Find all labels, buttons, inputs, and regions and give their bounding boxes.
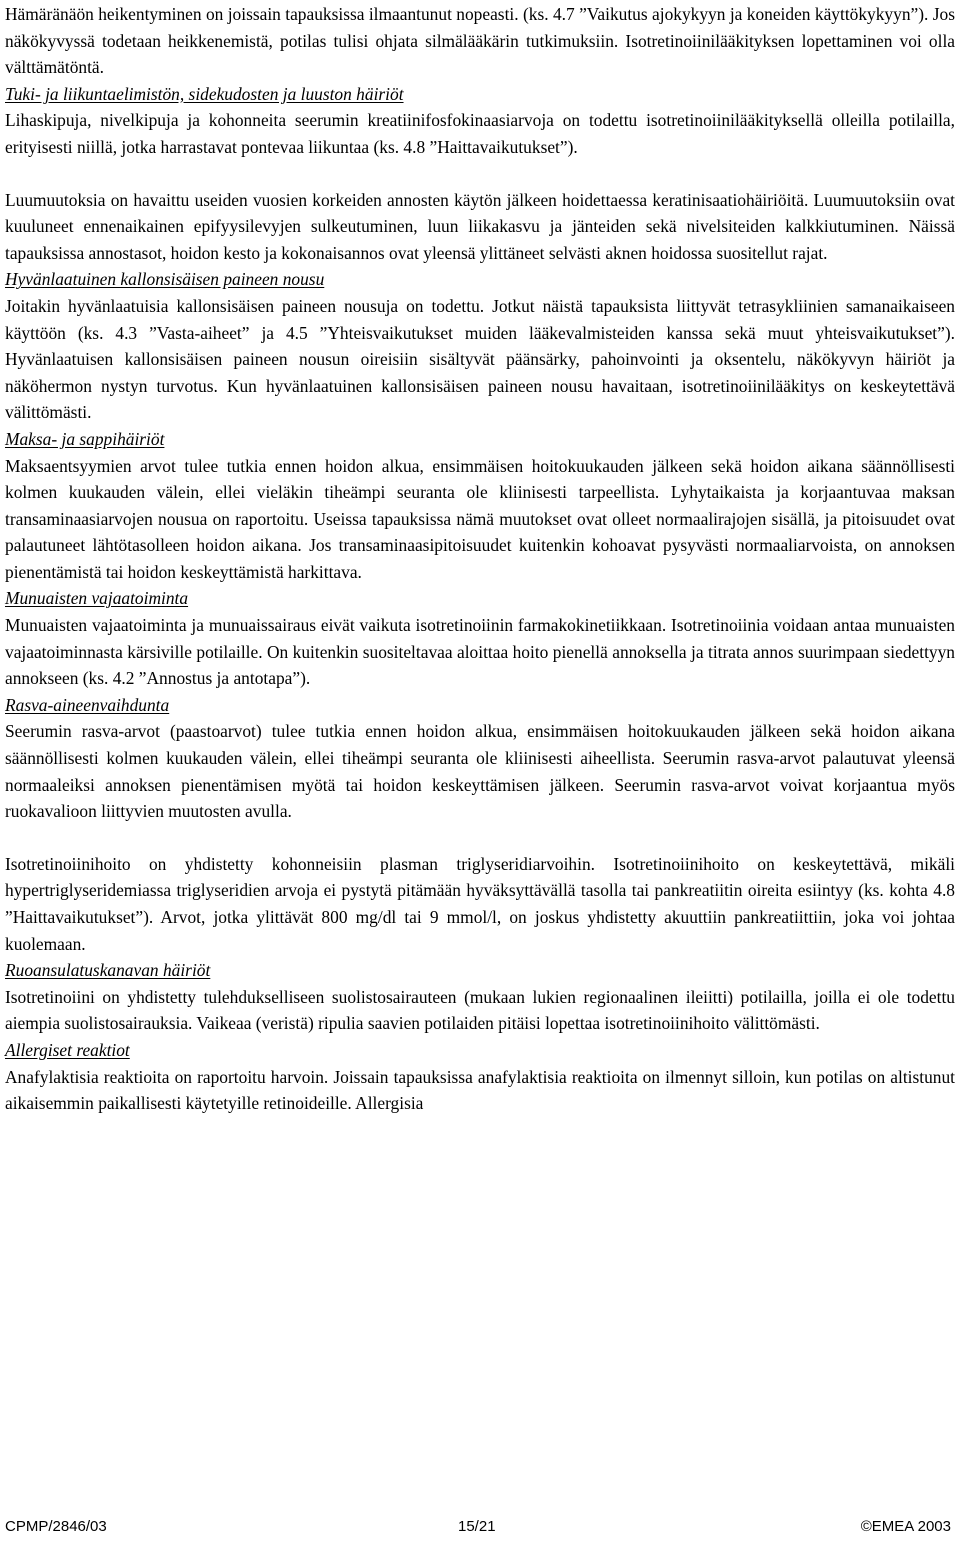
section-heading-gastrointestinal: Ruoansulatuskanavan häiriöt bbox=[5, 960, 211, 981]
paragraph-lipid-2: Isotretinoiinihoito on yhdistetty kohonneisiin plasman triglyseridiarvoihin. Isotretinoiinihoito on keskeytettävä, mikäli hypertriglyseridemiassa triglyseridien arvoja ei pystytä pitämään hyväksyttävällä tasolla tai pankreatiitin oireita esiintyy (ks. kohta 4.8 ”Haittavaikutukset”). Arvot, jotka ylittävät 800 mg/dl tai 9 mmol/l, on joskus yhdistetty akuuttiin pankreatiittiin, joka voi johtaa kuolemaan. bbox=[5, 853, 955, 954]
section-heading-lipid-metabolism: Rasva-aineenvaihdunta bbox=[5, 694, 170, 715]
section-heading-liver: Maksa- ja sappihäiriöt bbox=[5, 428, 165, 449]
footer-page-number: 15/21 bbox=[458, 1518, 496, 1535]
document-body bbox=[5, 1, 955, 1117]
paragraph-allergic-reactions: Anafylaktisia reaktioita on raportoitu harvoin. Joissain tapauksissa anafylaktisia reaktioita on ilmennyt silloin, kun potilas on altistunut aikaisemmin paikallisesti käytetyille retinoideille. Allergisia bbox=[5, 1066, 955, 1114]
section-heading-musculoskeletal: Tuki- ja liikuntaelimistön, sidekudosten ja luuston häiriöt bbox=[5, 83, 404, 104]
section-heading-intracranial-hypertension: Hyvänlaatuinen kallonsisäisen paineen nousu bbox=[5, 269, 325, 290]
paragraph-musculoskeletal-1: Lihaskipuja, nivelkipuja ja kohonneita seerumin kreatiinifosfokinaasiarvoja on todettu isotretinoiinilääkityksellä olleilla potilailla, erityisesti niillä, jotka harrastavat pontevaa liikuntaa (ks. 4.8 ”Haittavaikutukset”). bbox=[5, 110, 955, 157]
paragraph-liver: Maksaentsyymien arvot tulee tutkia ennen hoidon alkua, ensimmäisen hoitokuukauden jälkeen sekä hoidon aikana säännöllisesti kolmen kuukauden välein, ellei vieläkin tiheämpi seuranta ole kliinisesti tarpeellista. Lyhytaikaista ja korjaantuvaa maksan transaminaasiarvojen nousua on raportoitu. Useissa tapauksissa nämä muutokset ovat olleet normaalirajojen sisällä, ja pitoisuudet ovat palautuneet lähtötasolleen hoidon aikana. Jos transaminaasipitoisuudet kuitenkin kohoavat pysyvästi normaaliarvoista, on annoksen pienentämistä tai hoidon keskeyttämistä harkittava. bbox=[5, 455, 955, 582]
section-heading-renal: Munuaisten vajaatoiminta bbox=[5, 588, 189, 609]
section-heading-allergic-reactions: Allergiset reaktiot bbox=[5, 1039, 130, 1060]
footer-copyright: ©EMEA 2003 bbox=[860, 1518, 951, 1535]
paragraph-night-vision: Hämäränäön heikentyminen on joissain tapauksissa ilmaantunut nopeasti. (ks. 4.7 ”Vaikutus ajokykyyn ja koneiden käyttökykyyn”). Jos näkökyvyssä todetaan heikkenemistä, potilas tulisi ohjata silmälääkärin tutkimuksiin. Isotretinoiinilääkityksen lopettaminen voi olla välttämätöntä. bbox=[5, 4, 955, 78]
paragraph-intracranial-hypertension: Joitakin hyvänlaatuisia kallonsisäisen paineen nousuja on todettu. Jotkut näistä tapauksista liittyvät tetrasykliinien samanaikaiseen käyttöön (ks. 4.3 ”Vasta-aiheet” ja 4.5 ”Yhteisvaikutukset muiden lääkevalmisteiden kanssa sekä muut yhteisvaikutukset”). Hyvänlaatuisen kallonsisäisen paineen nousun oireisiin sisältyvät päänsärky, pahoinvointi ja oksentelu, näkökyvyn häiriöt ja näköhermon nystyn turvotus. Kun hyvänlaatuinen kallonsisäisen paineen nousu havaitaan, isotretinoiinilääkitys on keskeytettävä välittömästi. bbox=[5, 295, 955, 423]
footer-document-id: CPMP/2846/03 bbox=[5, 1518, 107, 1535]
paragraph-lipid-1: Seerumin rasva-arvot (paastoarvot) tulee tutkia ennen hoidon alkua, ensimmäisen hoitokuukauden jälkeen sekä hoidon aikana säännöllisesti kolmen kuukauden välein, ellei tiheämpi seuranta ole kliinisesti aiheellista. Seerumin rasva-arvot palautuvat yleensä normaaleiksi annoksen pienentämisen myötä tai hoidon keskeyttämisen jälkeen. Seerumin rasva-arvot voivat korjaantua myös ruokavalioon liittyvien muutosten avulla. bbox=[5, 721, 955, 822]
paragraph-gastrointestinal: Isotretinoiini on yhdistetty tulehdukselliseen suolistosairauteen (mukaan lukien regionaalinen ileiitti) potilailla, joilla ei ole todettu aiempia suolistosairauksia. Vaikeaa (veristä) ripulia saavien potilaiden pitäisi lopettaa isotretinoiinihoito välittömästi. bbox=[5, 986, 955, 1034]
paragraph-renal: Munuaisten vajaatoiminta ja munuaissairaus eivät vaikuta isotretinoiinin farmakokinetiikkaan. Isotretinoiinia voidaan antaa munuaisten vajaatoiminnasta kärsiville potilaille. On kuitenkin suositeltavaa aloittaa hoito pienellä annoksella ja titrata annos suurimpaan siedettyyn annokseen (ks. 4.2 ”Annostus ja antotapa”). bbox=[5, 615, 955, 689]
paragraph-musculoskeletal-2: Luumuutoksia on havaittu useiden vuosien korkeiden annosten käytön jälkeen hoidettaessa keratinisaatiohäiriöitä. Luumuutoksiin ovat kuuluneet ennenaikainen epifyysilevyjen sulkeutuminen, luun liikakasvu ja jänteiden sekä nivelsiteiden kalkkiutuminen. Näissä tapauksissa annostasot, hoidon kesto ja kokonaisannos ovat yleensä ylittäneet selvästi aknen hoidossa suositellut rajat. bbox=[5, 189, 955, 263]
page-footer bbox=[5, 1516, 955, 1538]
